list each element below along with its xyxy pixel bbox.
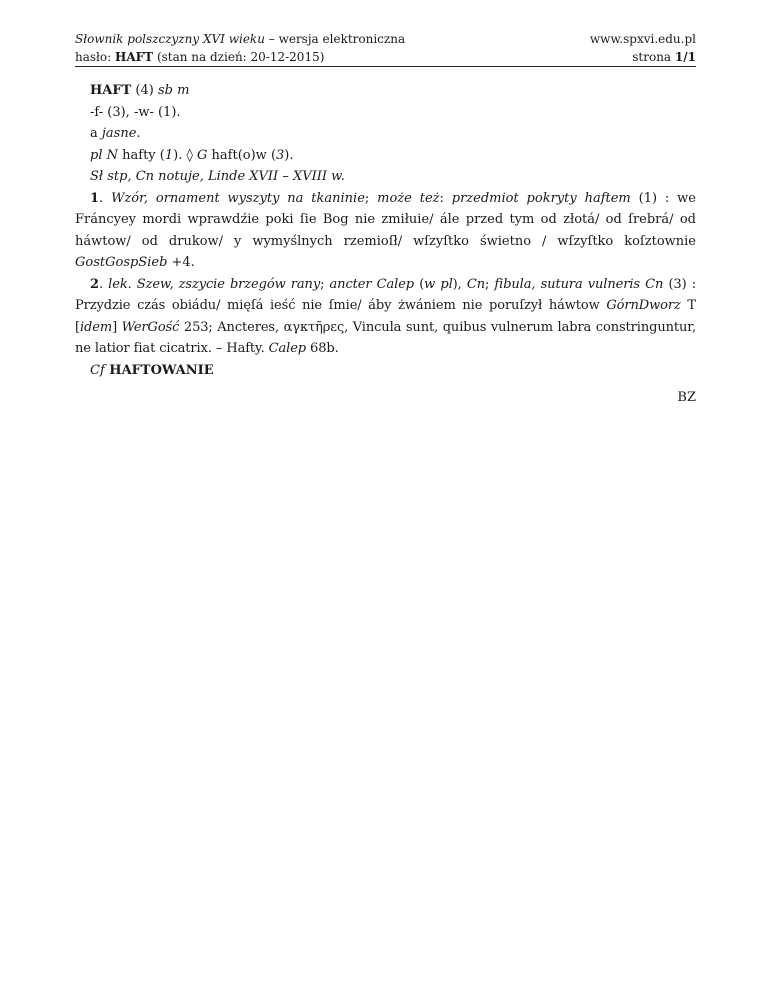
sense-2-dot: .	[98, 276, 109, 292]
sense-2-paren-close: ),	[452, 276, 467, 292]
headword-count: (4)	[131, 83, 158, 98]
sense-2-definition: lek. Szew, zszycie brzegów rany	[108, 276, 321, 292]
sense-1-count: (1) :	[630, 190, 678, 206]
header-row-2	[75, 48, 696, 66]
form-count-1: 1	[164, 147, 174, 163]
sources-text: Sł stp, Cn notuje, Linde XVII – XVIII w.	[90, 169, 345, 184]
form-text-1: hafty (	[118, 147, 165, 163]
cf-link[interactable]: HAFTOWANIE	[104, 362, 214, 378]
haslo-word: HAFT	[115, 50, 154, 64]
sense-2-equivalent-3: fibula, sutura vulneris Cn	[494, 276, 664, 292]
sense-2-source-3: Calep	[268, 341, 307, 356]
vowel-dot: .	[136, 126, 141, 141]
page-value: 1/1	[674, 50, 696, 64]
sense-1-definition-2: przedmiot pokryty haftem	[451, 190, 631, 206]
sense-1-dot: .	[99, 190, 112, 206]
sense-1-may-also: może też	[377, 190, 440, 206]
vowel-line	[75, 123, 696, 145]
sense-2-quote: Przydzie czás obiádu/ mięſá ieść nie ſmie/ áby żwániem nie poruſzył háwtow	[75, 298, 607, 313]
sense-2-count: (3) :	[663, 276, 697, 292]
sense-2-source-1-b: T [	[75, 298, 697, 335]
cross-reference	[75, 360, 696, 382]
form-text-3: haft(o)w (	[207, 147, 277, 163]
sense-1-quote: we Fráncyey mordi wprawdźie poki ſie Bog nie zmiłuie/ ále przed tym od złotá/ od ſrebrá/ od háwtow/ od drukow/ y wymyślnych rzemioſł/ wſzyſtko świetno / wſzyſtko koſztownie	[75, 190, 696, 249]
sense-2-equivalent-2: Cn	[466, 276, 485, 292]
sense-1-semicolon: ;	[364, 190, 378, 206]
sense-1	[75, 188, 696, 274]
author-initials: BZ	[677, 390, 696, 405]
form-text-4: ).	[284, 147, 294, 163]
entry-body	[75, 80, 696, 409]
header-row-1	[75, 30, 696, 48]
dictionary-title	[75, 30, 405, 48]
sense-2	[75, 274, 696, 360]
form-text-2: ). ◊	[173, 147, 198, 163]
sense-2-latin-quote: 253; Ancteres, αγκτῆρες, Vincula sunt, quibus vulnerum labra constringuntur, ne latior fiat cicatrix. – Hafty.	[75, 319, 696, 356]
sense-2-number: 2	[90, 276, 99, 292]
page-header	[75, 30, 696, 66]
sense-1-number: 1	[90, 190, 100, 206]
form-pl-n: pl N	[90, 147, 118, 163]
sense-2-plural-note: w pl	[424, 276, 453, 292]
haslo-date: (stan na dzień: 20-12-2015)	[153, 50, 325, 64]
page-counter	[632, 48, 696, 66]
haslo-label: hasło:	[75, 50, 116, 64]
sense-2-idem: idem	[79, 319, 113, 335]
entry-status	[75, 48, 324, 66]
site-url[interactable]: www.spxvi.edu.pl	[589, 32, 696, 46]
sense-2-source-2: WerGość	[121, 319, 180, 335]
inflection-line	[75, 145, 696, 167]
cf-label: Cf	[90, 362, 105, 378]
dictionary-name: Słownik polszczyzny XVI wieku	[75, 32, 265, 46]
form-count-2: 3	[276, 147, 285, 163]
vowel-quality: jasne	[101, 126, 137, 141]
form-g: G	[197, 147, 208, 163]
part-of-speech: sb m	[157, 83, 190, 98]
dictionary-version: – wersja elektroniczna	[264, 32, 406, 46]
sense-2-semicolon: ;	[320, 276, 330, 292]
sense-1-tail: +4.	[167, 255, 195, 270]
spelling-line: -f- (3), -w- (1).	[90, 104, 181, 120]
sense-2-semicolon-2: ;	[484, 276, 495, 292]
sense-2-equivalent-1: ancter Calep	[329, 276, 415, 292]
header-divider	[75, 66, 696, 67]
entry-headword-line	[75, 80, 696, 102]
sense-2-source-1: GórnDworz	[606, 298, 681, 313]
vowel-a: a	[90, 126, 102, 141]
page-label: strona	[632, 50, 675, 64]
headword: HAFT	[90, 83, 132, 98]
sense-2-source-1-c: ]	[112, 319, 122, 335]
sense-2-source-3-b: 68b.	[306, 341, 339, 356]
sense-1-source: GostGospSieb	[75, 255, 168, 270]
sense-1-definition: Wzór, ornament wyszyty na tkaninie	[111, 190, 365, 206]
sources-line	[75, 166, 696, 188]
sense-1-colon: :	[439, 190, 452, 206]
sense-2-paren-open: (	[414, 276, 425, 292]
